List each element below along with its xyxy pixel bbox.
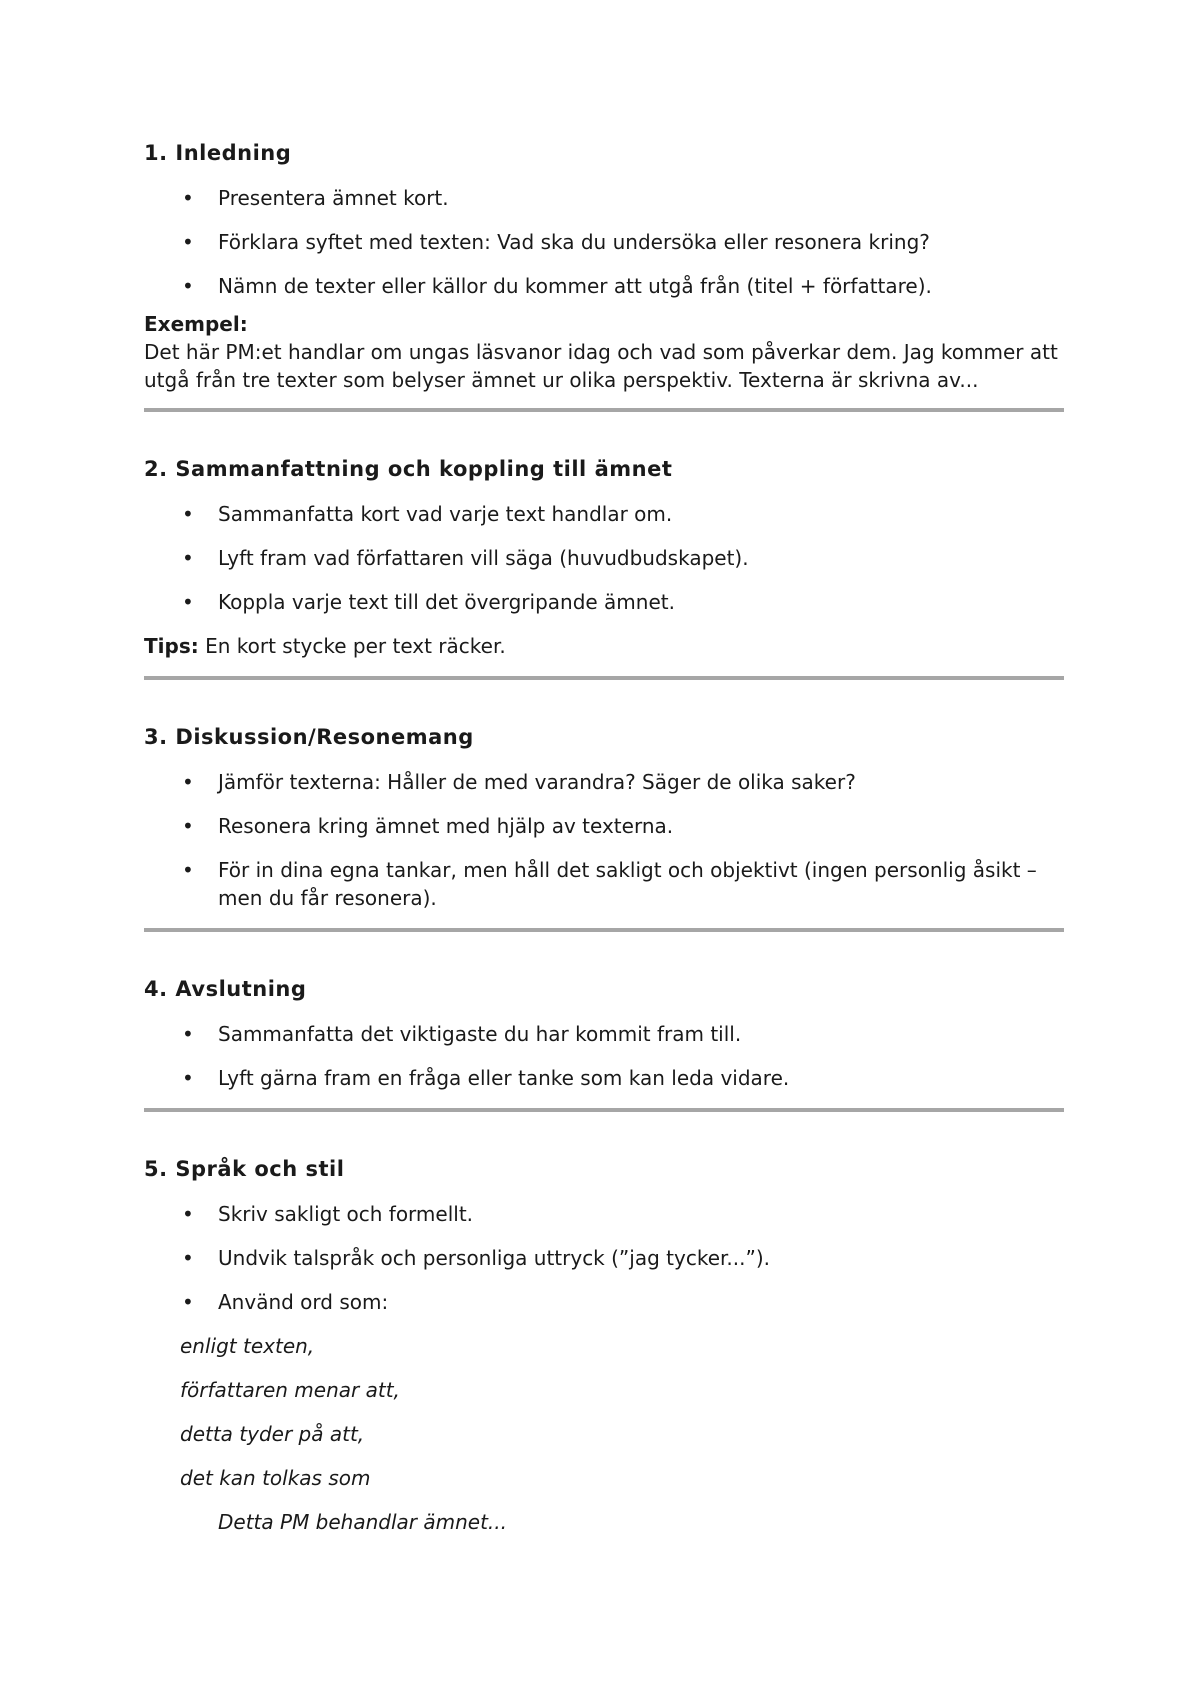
list-item: • Förklara syftet med texten: Vad ska du undersöka eller resonera kring? bbox=[182, 230, 930, 254]
bullet-icon: • bbox=[182, 770, 194, 794]
bullet-icon: • bbox=[182, 274, 194, 298]
horizontal-rule bbox=[144, 1108, 1064, 1112]
example-phrase: enligt texten, bbox=[180, 1334, 315, 1358]
example-text: Det här PM:et handlar om ungas läsvanor idag och vad som påverkar dem. Jag kommer att utgå från tre texter som belyser ämnet ur olika perspektiv. Texterna är skrivna av... bbox=[144, 340, 1058, 392]
list-item: • Undvik talspråk och personliga uttryck (”jag tycker...”). bbox=[182, 1246, 770, 1270]
section-heading: 2. Sammanfattning och koppling till ämnet bbox=[144, 457, 673, 481]
section-diskussion bbox=[144, 724, 1064, 912]
list-item: • Lyft fram vad författaren vill säga (huvudbudskapet). bbox=[182, 546, 749, 570]
bullet-icon: • bbox=[182, 1290, 194, 1314]
horizontal-rule bbox=[144, 928, 1064, 932]
horizontal-rule bbox=[144, 676, 1064, 680]
section-heading: 4. Avslutning bbox=[144, 977, 307, 1001]
example-label: Exempel: bbox=[144, 312, 248, 336]
tips-paragraph bbox=[144, 632, 1064, 660]
list-item: • Resonera kring ämnet med hjälp av texterna. bbox=[182, 814, 674, 838]
example-phrase: det kan tolkas som bbox=[180, 1466, 371, 1490]
bullet-icon: • bbox=[182, 1202, 194, 1226]
list-item: • Sammanfatta det viktigaste du har kommit fram till. bbox=[182, 1022, 742, 1046]
tips-text: En kort stycke per text räcker. bbox=[198, 634, 506, 658]
bullet-icon: • bbox=[182, 546, 194, 570]
bullet-icon: • bbox=[182, 858, 194, 882]
section-heading: 1. Inledning bbox=[144, 141, 292, 165]
section-inledning bbox=[144, 140, 1064, 394]
list-item: • Skriv sakligt och formellt. bbox=[182, 1202, 474, 1226]
tips-label: Tips: bbox=[144, 634, 199, 658]
bullet-icon: • bbox=[182, 502, 194, 526]
list-item: • Sammanfatta kort vad varje text handlar om. bbox=[182, 502, 673, 526]
list-item: • Presentera ämnet kort. bbox=[182, 186, 449, 210]
list-item: • Lyft gärna fram en fråga eller tanke som kan leda vidare. bbox=[182, 1066, 790, 1090]
bullet-list bbox=[144, 184, 1064, 300]
example-phrase: författaren menar att, bbox=[180, 1378, 400, 1402]
section-avslutning bbox=[144, 976, 1064, 1092]
bullet-icon: • bbox=[182, 814, 194, 838]
example-phrase: detta tyder på att, bbox=[180, 1422, 365, 1446]
bullet-icon: • bbox=[182, 230, 194, 254]
example-phrase-indented: Detta PM behandlar ämnet... bbox=[218, 1510, 508, 1534]
list-item: • För in dina egna tankar, men håll det sakligt och objektivt (ingen personlig åsikt – men du får resonera). bbox=[182, 858, 1037, 910]
horizontal-rule bbox=[144, 408, 1064, 412]
list-item: • Koppla varje text till det övergripande ämnet. bbox=[182, 590, 675, 614]
bullet-list bbox=[144, 768, 1064, 912]
bullet-list bbox=[144, 500, 1064, 616]
list-item: • Jämför texterna: Håller de med varandra? Säger de olika saker? bbox=[182, 770, 856, 794]
list-item: • Nämn de texter eller källor du kommer att utgå från (titel + författare). bbox=[182, 274, 932, 298]
bullet-list bbox=[144, 1200, 1064, 1316]
section-heading: 5. Språk och stil bbox=[144, 1157, 345, 1181]
bullet-icon: • bbox=[182, 186, 194, 210]
bullet-icon: • bbox=[182, 1066, 194, 1090]
bullet-icon: • bbox=[182, 1022, 194, 1046]
list-item: • Använd ord som: bbox=[182, 1290, 389, 1314]
document-page bbox=[144, 140, 1064, 1552]
section-sprak-och-stil bbox=[144, 1156, 1064, 1536]
bullet-icon: • bbox=[182, 590, 194, 614]
section-heading: 3. Diskussion/Resonemang bbox=[144, 725, 474, 749]
bullet-list bbox=[144, 1020, 1064, 1092]
bullet-icon: • bbox=[182, 1246, 194, 1270]
section-sammanfattning bbox=[144, 456, 1064, 660]
